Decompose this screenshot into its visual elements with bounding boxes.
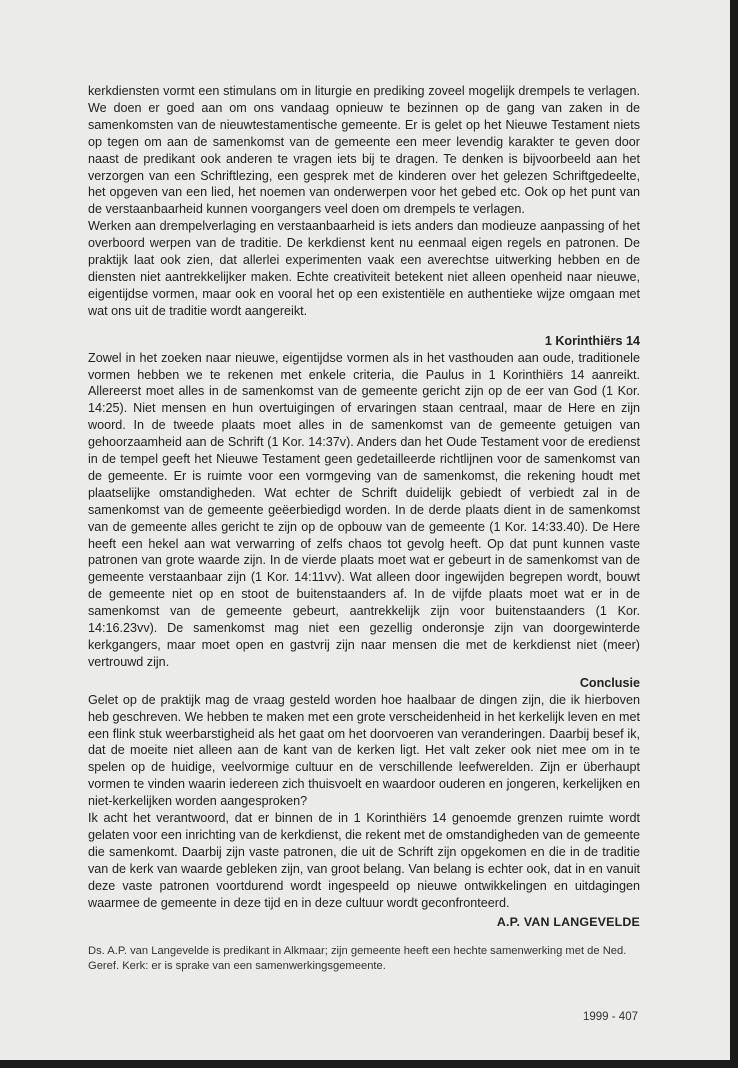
page-number: 1999 - 407 <box>583 1011 638 1023</box>
paragraph-intro-2: Werken aan drempelverlaging en verstaanbaarheid is iets anders dan modieuze aanpassing of het overboord werpen van de traditie. De kerkdienst kent nu eenmaal eigen regels en patronen. De praktijk laat ook zien, dat allerlei experimenten vaak een averechtse uitwerking hebben en de diensten niet aantrekkelijker maken. Echte creativiteit betekent niet alleen openheid naar nieuwe, eigentijdse vormen, maar ook en vooral het op een existentiële en authentieke wijze omgaan met wat ons uit de traditie wordt aangereikt. <box>88 219 640 318</box>
scan-edge-bottom <box>0 1060 738 1068</box>
paragraph-intro-1: kerkdiensten vormt een stimulans om in liturgie en prediking zoveel mogelijk drempels te verlagen. We doen er goed aan om ons vandaag opnieuw te bezinnen op de gang van zaken in de samenkomsten van de nieuwtestamentische gemeente. Er is gelet op het Nieuwe Testament niets op tegen om aan de samenkomst van de gemeente een meer levendig karakter te geven door naast de predikant ook anderen te vragen iets bij te dragen. Te denken is bijvoorbeeld aan het verzorgen van een Schriftlezing, een gesprek met de kinderen over het gelezen Schriftgedeelte, het opgeven van een lied, het noemen van onderwerpen voor het gebed etc. Ook op het punt van de verstaanbaarheid kunnen voorgangers veel doen om drempels te verlagen. <box>88 84 640 217</box>
author-signature: A.P. VAN LANGEVELDE <box>496 914 640 929</box>
article-body <box>88 83 640 974</box>
section-heading-conclusie: Conclusie <box>579 675 640 690</box>
section-heading-korinthiers: 1 Korinthiërs 14 <box>544 333 640 348</box>
paragraph-korinthiers-1: Zowel in het zoeken naar nieuwe, eigentijdse vormen als in het vasthouden aan oude, traditionele vormen hebben we te rekenen met enkele criteria, die Paulus in 1 Korinthiërs 14 aanreikt. Allereerst moet alles in de samenkomst van de gemeente gericht zijn op de eer van God (1 Kor. 14:25). Niet mensen en hun overtuigingen of ervaringen staan centraal, maar de Here en zijn woord. In de tweede plaats moet alles in de samenkomst van de gemeente getuigen van gehoorzaamheid aan de Schrift (1 Kor. 14:37v). Anders dan het Oude Testament voor de eredienst in de tempel geeft het Nieuwe Testament geen gedetailleerde richtlijnen voor de samenkomst van de gemeente. Er is ruimte voor een vormgeving van de samenkomst, die rekening houdt met plaatselijke omstandigheden. Wat echter de Schrift duidelijk gebiedt of verbiedt zal in de samenkomst van de gemeente geëerbiedigd worden. In de derde plaats dient in de samenkomst van de gemeente alles gericht te zijn op de opbouw van de gemeente (1 Kor. 14:33.40). De Here heeft een hekel aan wat verwarring of zelfs chaos tot gevolg heeft. Op dat punt kunnen vaste patronen van grote waarde zijn. In de vierde plaats moet wat er gebeurt in de samenkomst van de gemeente verstaanbaar zijn (1 Kor. 14:11vv). Wat alleen door ingewijden begrepen wordt, bouwt de gemeente niet op en stoot de buitenstaanders af. In de vijfde plaats moet wat er in de samenkomst van de gemeente gebeurt, aantrekkelijk zijn voor buitenstaanders (1 Kor. 14:16.23vv). De samenkomst mag niet een gezellig onderonsje zijn van doorgewinterde kerkgangers, maar moet open en gastvrij zijn naar mensen die met de kerkdienst niet (meer) vertrouwd zijn. <box>88 350 640 669</box>
paragraph-conclusie-2: Ik acht het verantwoord, dat er binnen de in 1 Korinthiërs 14 genoemde grenzen ruimte wordt gelaten voor een inrichting van de kerkdienst, die rekent met de omstandigheden van de gemeente die samenkomt. Daarbij zijn vaste patronen, die uit de Schrift zijn opgekomen en die in de traditie van de kerk van waarde gebleken zijn, van groot belang. Van belang is echter ook, dat in en vanuit deze vaste patronen voortdurend wordt ingespeeld op nieuwe ontwikkelingen en uitdagingen waarmee de gemeente in deze tijd en in deze cultuur wordt geconfronteerd. <box>88 811 640 910</box>
paragraph-conclusie-1: Gelet op de praktijk mag de vraag gesteld worden hoe haalbaar de dingen zijn, die ik hierboven heb geschreven. We hebben te maken met een grote verscheidenheid in het kerkelijk leven en met een flink stuk weerbarstigheid als het gaat om het doorvoeren van veranderingen. Daarbij besef ik, dat de moeite niet alleen aan de kant van de kerken ligt. Het valt zeker ook niet mee om in te spelen op de huidige, veelvormige cultuur en de verschillende leefwerelden. Zijn er überhaupt vormen te vinden waarin iedereen zich thuisvoelt en waardoor ouderen en jongeren, kerkelijken en niet-kerkelijken worden aangesproken? <box>88 692 640 809</box>
author-footnote: Ds. A.P. van Langevelde is predikant in Alkmaar; zijn gemeente heeft een hechte samenwerking met de Ned. Geref. Kerk: er is sprake van een samenwerkingsgemeente. <box>88 945 627 973</box>
scan-edge-right <box>730 0 738 1068</box>
